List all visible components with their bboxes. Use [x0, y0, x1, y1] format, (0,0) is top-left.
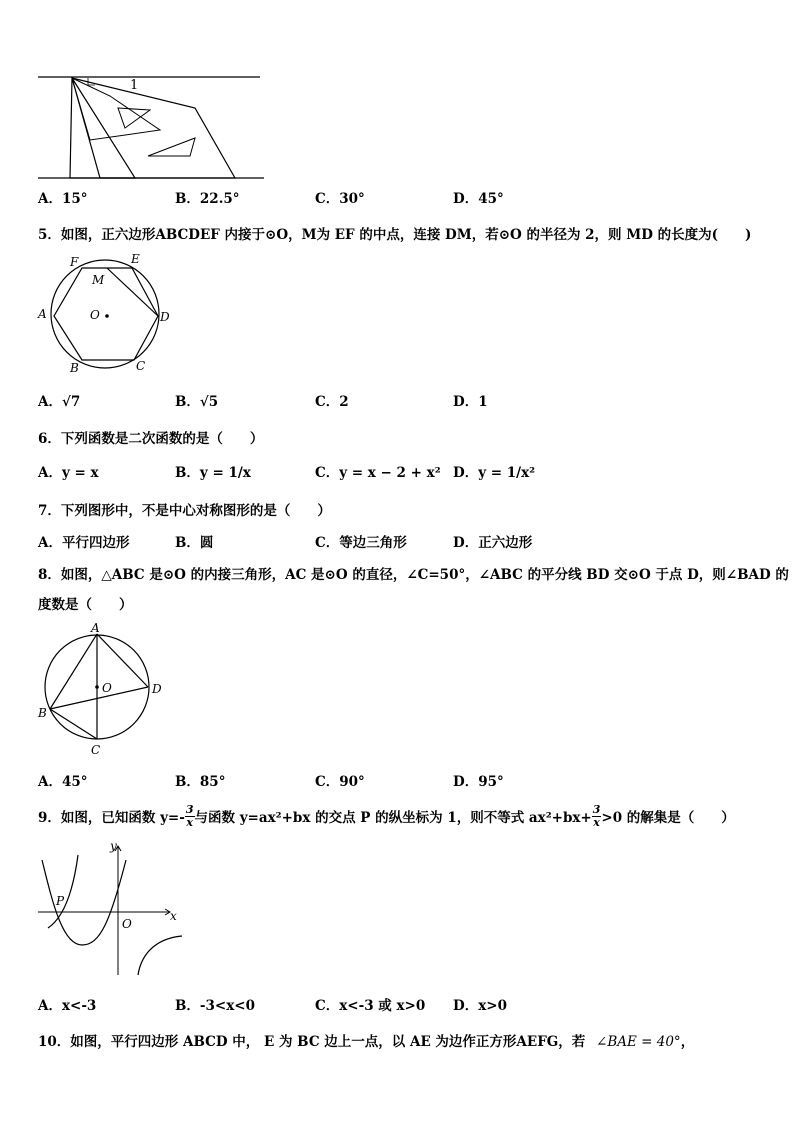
q8-label-a: A	[91, 621, 100, 635]
q8-label-o: O	[102, 681, 112, 695]
q8-stem-line1: 8．如图，△ABC 是⊙O 的内接三角形，AC 是⊙O 的直径，∠C=50°，∠ABC 的平分线 BD 交⊙O 于点 D，则∠BAD 的	[38, 567, 789, 583]
q9-label-o: O	[122, 917, 132, 931]
q8-option-a[interactable]: A．45°	[38, 774, 88, 790]
q5-stem: 5．如图，正六边形ABCDEF 内接于⊙O，M为 EF 的中点，连接 DM，若⊙O 的半径为 2，则 MD 的长度为( )	[38, 227, 752, 243]
q5-label-o: O	[90, 308, 100, 322]
q5-option-d[interactable]: D．1	[453, 394, 488, 410]
q8-label-b: B	[38, 706, 47, 720]
q10-stem	[38, 1030, 694, 1050]
q6-stem: 6．下列函数是二次函数的是（ ）	[38, 431, 264, 447]
q9-label-p: P	[56, 894, 65, 908]
q7-option-b[interactable]: B．圆	[175, 535, 214, 551]
q5-label-d: D	[160, 310, 170, 324]
q10-stem-text: 10．如图，平行四边形 ABCD 中， E 为 BC 边上一点，以 AE 为边作正方形AEFG，若	[38, 1034, 586, 1050]
q5-option-c[interactable]: C．2	[315, 394, 349, 410]
q4-angle-label: 1	[130, 78, 139, 93]
q9-fraction-2	[592, 804, 602, 829]
q9-fraction-2-num: 3	[592, 802, 601, 816]
q9-stem-part-c: >0 的解集是（ ）	[601, 810, 735, 826]
q9-option-c[interactable]: C．x<-3 或 x>0	[315, 998, 426, 1014]
q6-option-b[interactable]: B．y = 1/x	[175, 465, 251, 481]
q5-option-b[interactable]: B．√5	[175, 394, 219, 410]
q4-figure	[30, 70, 270, 185]
q8-option-b[interactable]: B．85°	[175, 774, 226, 790]
q9-fraction-1-num: 3	[185, 802, 194, 816]
q6-option-c[interactable]: C．y = x − 2 + x²	[315, 465, 441, 481]
q5-hexagon-figure	[30, 250, 180, 375]
q8-label-d: D	[152, 682, 162, 696]
q7-stem: 7．下列图形中，不是中心对称图形的是（ ）	[38, 503, 331, 519]
q9-fraction-1-den: x	[186, 815, 193, 829]
q4-option-c[interactable]: C．30°	[315, 191, 365, 207]
q5-label-m: M	[92, 273, 105, 287]
q7-option-a[interactable]: A．平行四边形	[38, 535, 130, 551]
q9-option-d[interactable]: D．x>0	[453, 998, 507, 1014]
q9-stem-part-b: 与函数 y=ax²+bx 的交点 P 的纵坐标为 1，则不等式 ax²+bx+	[194, 810, 592, 826]
q10-tail: ，	[680, 1034, 695, 1050]
q4-option-b[interactable]: B．22.5°	[175, 191, 240, 207]
q9-stem-part-a: 9．如图，已知函数 y=-	[38, 810, 185, 826]
q8-label-c: C	[91, 743, 101, 757]
q5-label-c: C	[136, 359, 146, 373]
q9-option-a[interactable]: A．x<-3	[38, 998, 97, 1014]
q6-option-d[interactable]: D．y = 1/x²	[453, 465, 536, 481]
q7-option-d[interactable]: D．正六边形	[453, 535, 533, 551]
q4-option-d[interactable]: D．45°	[453, 191, 504, 207]
q8-option-d[interactable]: D．95°	[453, 774, 504, 790]
q8-stem-line2: 度数是（ ）	[38, 597, 133, 613]
q9-option-b[interactable]: B．-3<x<0	[175, 998, 255, 1014]
q7-option-c[interactable]: C．等边三角形	[315, 535, 407, 551]
q9-label-x: x	[170, 909, 177, 923]
q9-graph-figure	[30, 840, 190, 980]
q10-angle: ∠BAE = 40°	[596, 1034, 681, 1050]
q9-label-y: y	[110, 839, 117, 853]
q8-option-c[interactable]: C．90°	[315, 774, 365, 790]
q5-label-e: E	[131, 252, 140, 266]
q9-stem	[38, 797, 735, 835]
q9-fraction-2-den: x	[593, 815, 600, 829]
q8-circle-figure	[30, 620, 180, 760]
q9-fraction-1	[185, 804, 195, 829]
q6-option-a[interactable]: A．y = x	[38, 465, 99, 481]
q5-label-b: B	[70, 361, 79, 375]
q5-option-a[interactable]: A．√7	[38, 394, 81, 410]
q4-option-a[interactable]: A．15°	[38, 191, 88, 207]
q5-label-f: F	[70, 255, 79, 269]
q5-label-a: A	[38, 307, 47, 321]
